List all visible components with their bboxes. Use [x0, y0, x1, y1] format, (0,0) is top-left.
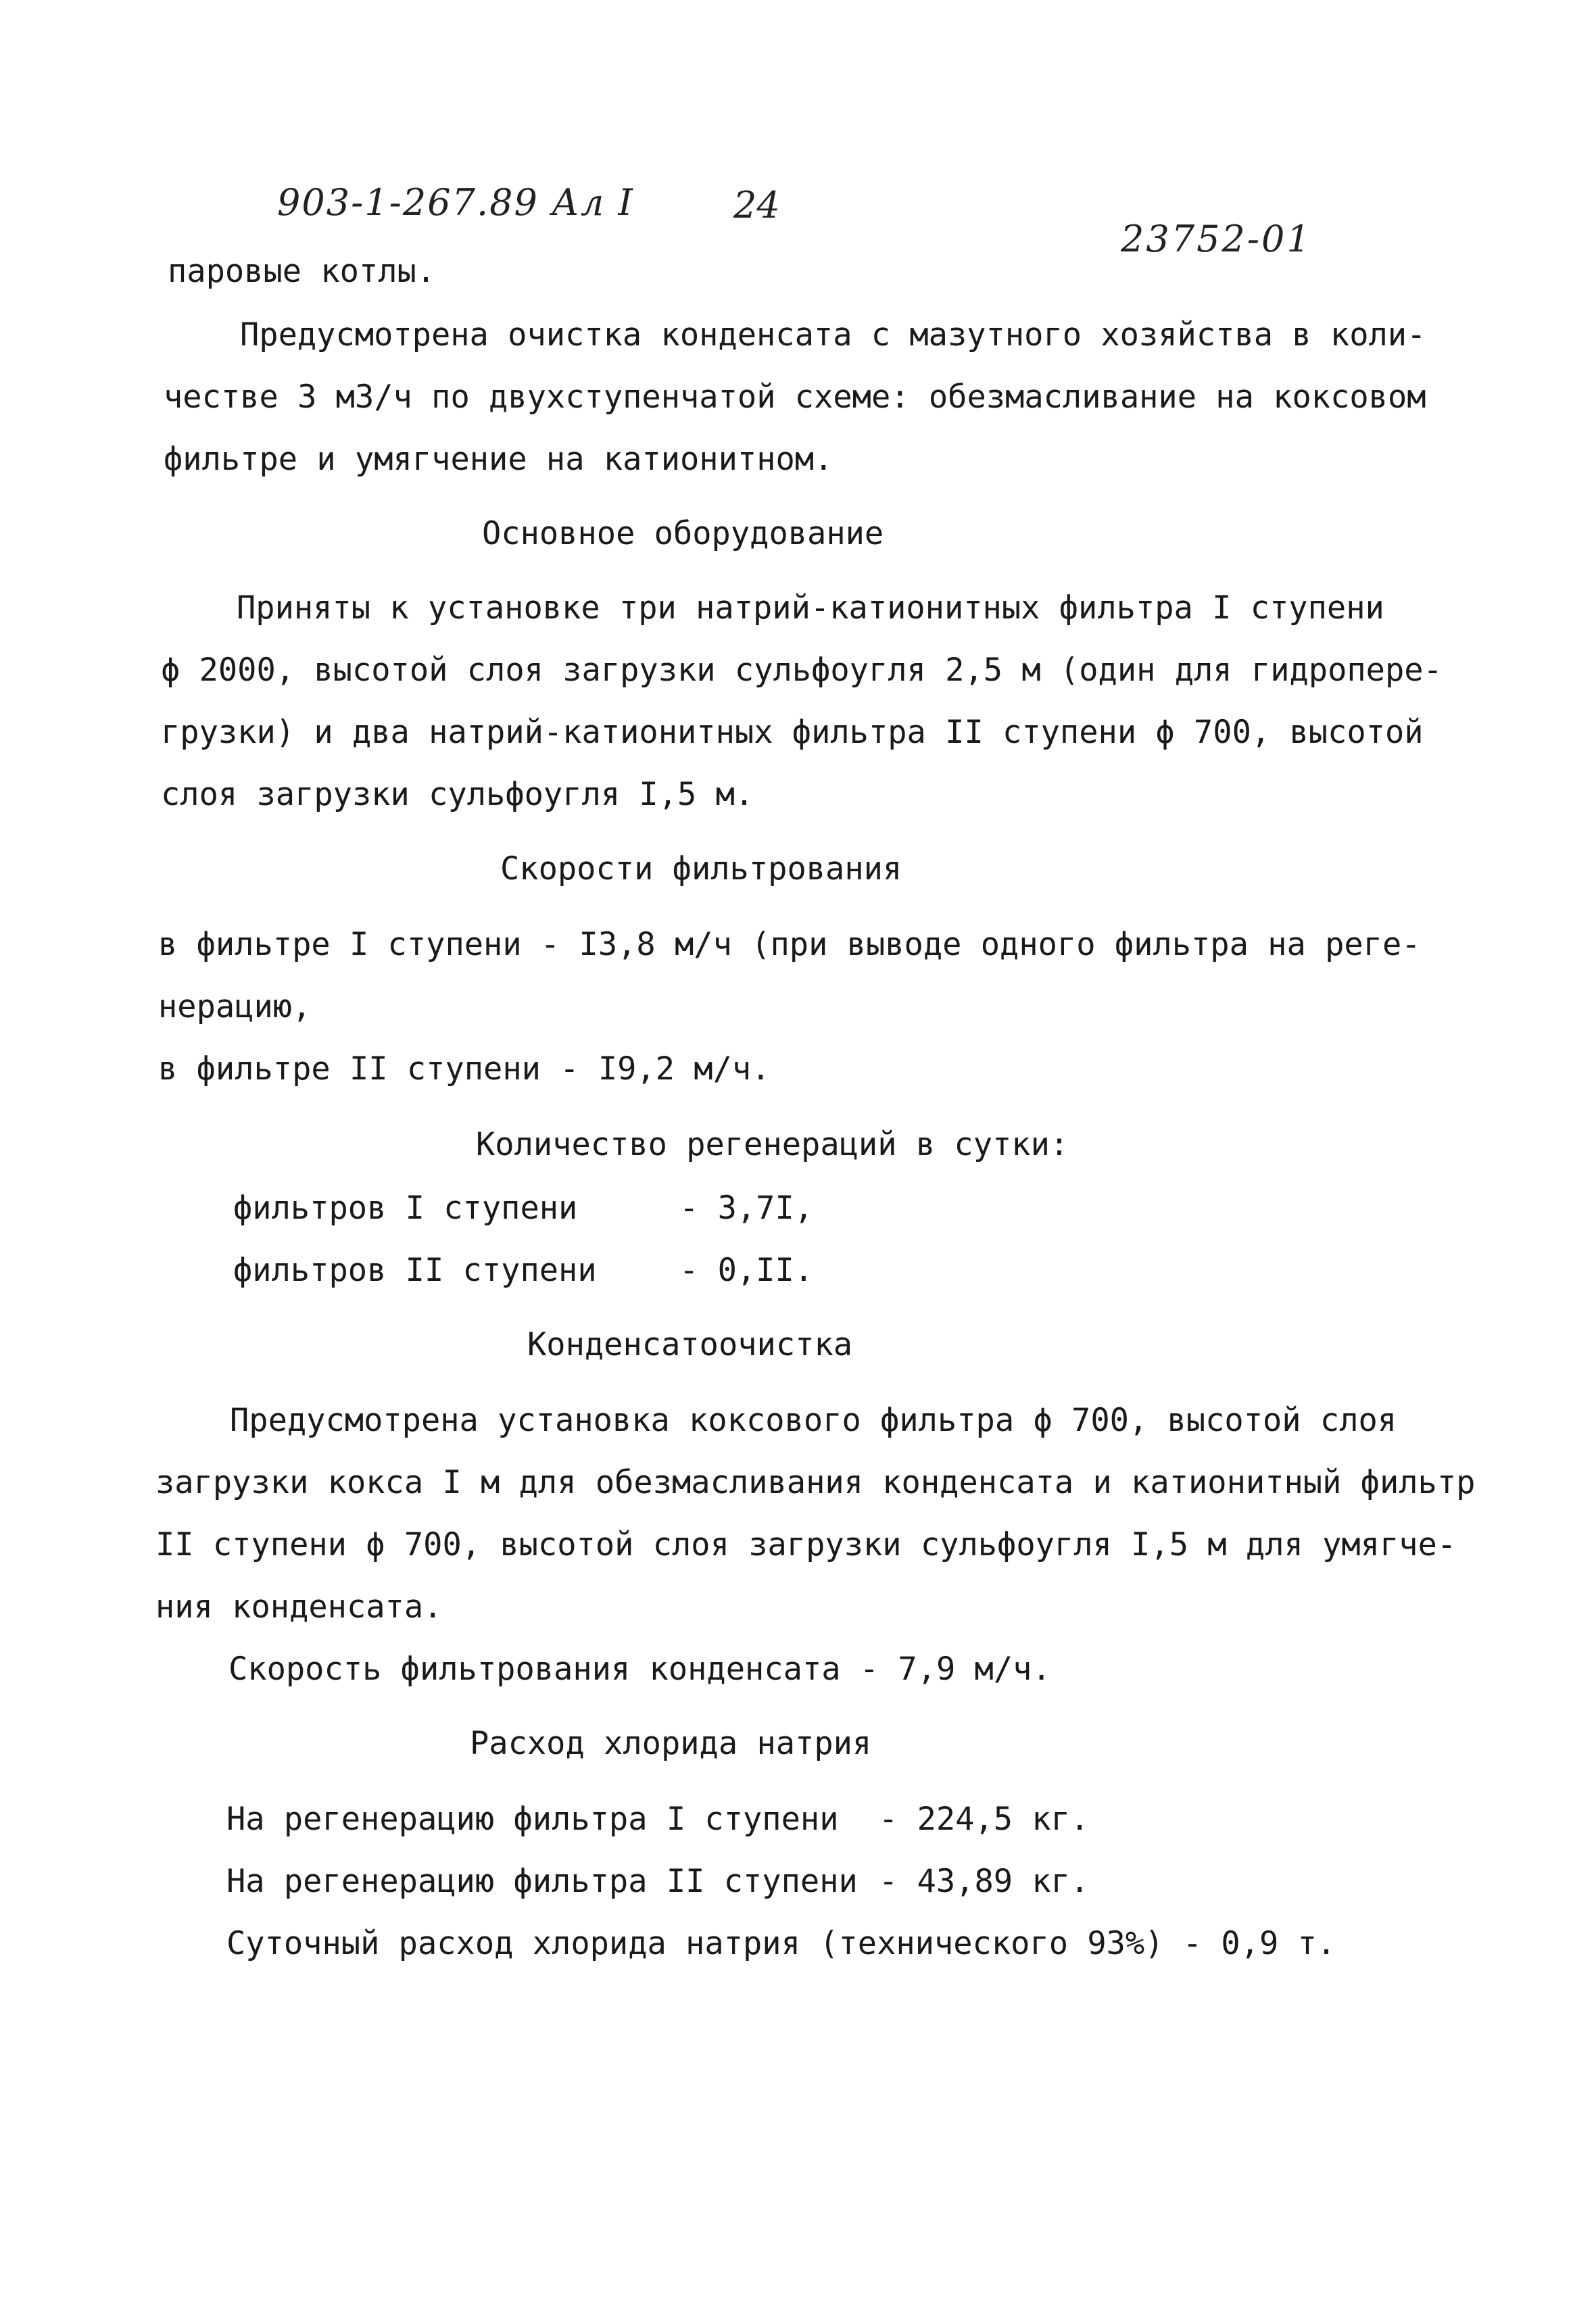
document-code: 903-1-267.89 Ал I — [277, 181, 634, 224]
regen-value: - 3,7I, — [679, 1190, 814, 1227]
section-heading: Расход хлорида натрия — [470, 1725, 872, 1762]
text-line: паровые котлы. — [168, 253, 436, 290]
text-line: Предусмотрена установка коксового фильтра ϕ 700, высотой слоя — [230, 1402, 1397, 1439]
regen-value: - 0,II. — [679, 1252, 814, 1289]
text-line: в фильтре I ступени - I3,8 м/ч (при выводе одного фильтра на реге- — [158, 926, 1421, 963]
document-number: 23752-01 — [1121, 218, 1312, 260]
text-line: в фильтре II ступени - I9,2 м/ч. — [158, 1050, 771, 1088]
section-heading: Основное оборудование — [482, 515, 884, 552]
text-line: Суточный расход хлорида натрия (технического 93%) - 0,9 т. — [226, 1925, 1336, 1962]
section-heading: Количество регенераций в сутки: — [476, 1126, 1069, 1163]
text-line: грузки) и два натрий-катионитных фильтра II ступени ϕ 700, высотой — [161, 714, 1424, 751]
text-line: ϕ 2000, высотой слоя загрузки сульфоугля 2,5 м (один для гидропере- — [161, 652, 1443, 689]
section-heading: Скорости фильтрования — [500, 850, 902, 887]
salt-value: - 224,5 кг. — [879, 1801, 1090, 1838]
text-line: честве 3 м3/ч по двухступенчатой схеме: обезмасливание на коксовом — [164, 379, 1426, 416]
salt-value: - 43,89 кг. — [879, 1863, 1090, 1900]
text-line: ния конденсата. — [155, 1588, 443, 1626]
salt-label: На регенерацию фильтра I ступени — [226, 1801, 839, 1838]
text-line: нерацию, — [158, 988, 312, 1025]
regen-label: фильтров I ступени — [233, 1190, 578, 1227]
text-line: Предусмотрена очистка конденсата с мазутного хозяйства в коли- — [240, 316, 1426, 354]
page-number: 24 — [733, 184, 780, 226]
salt-label: На регенерацию фильтра II ступени — [226, 1863, 858, 1900]
text-line: слоя загрузки сульфоугля I,5 м. — [161, 776, 754, 813]
text-line: фильтре и умягчение на катионитном. — [164, 441, 833, 478]
text-line: Скорость фильтрования конденсата - 7,9 м/ч. — [228, 1651, 1051, 1688]
section-heading: Конденсатоочистка — [527, 1326, 853, 1363]
regen-label: фильтров II ступени — [233, 1252, 597, 1289]
text-line: загрузки кокса I м для обезмасливания конденсата и катионитный фильтр — [155, 1464, 1476, 1501]
text-line: Приняты к установке три натрий-катионитных фильтра I ступени — [237, 589, 1384, 627]
text-line: II ступени ϕ 700, высотой слоя загрузки сульфоугля I,5 м для умягче- — [155, 1526, 1457, 1563]
